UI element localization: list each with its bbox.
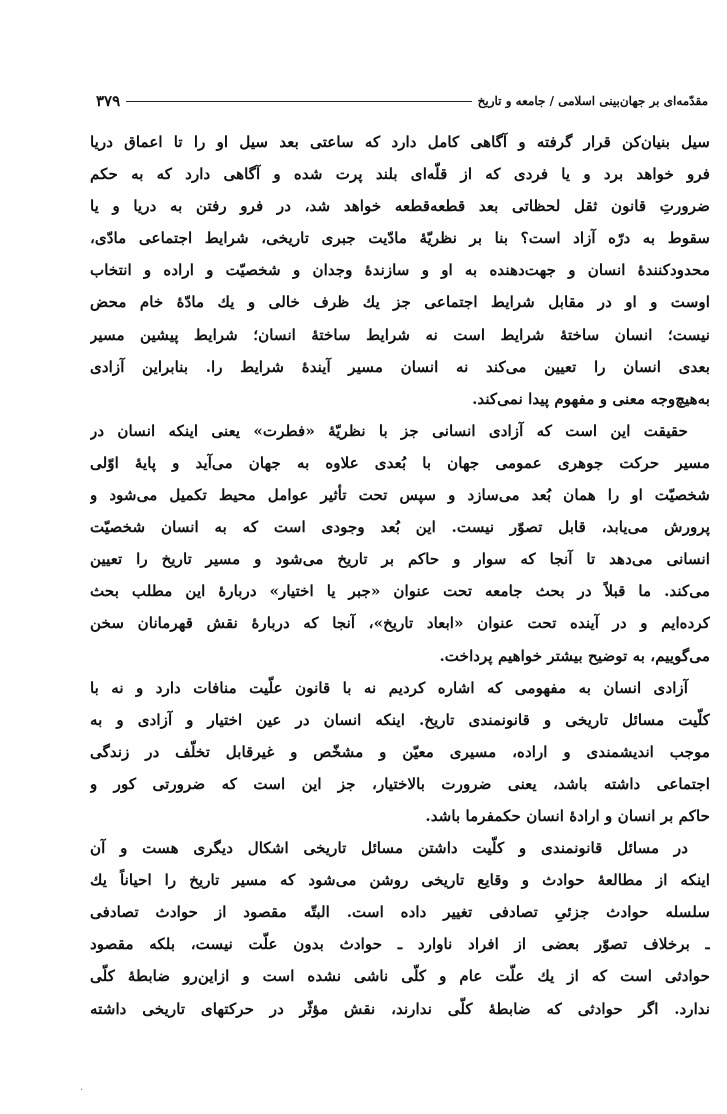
text-line: پرورش می‌یابد، قابل تصوّر نیست. این بُعد وجودی است که به انسان شخصیّت: [90, 518, 710, 537]
paragraph-4: [90, 832, 710, 1025]
text-line: آزادی انسان به مفهومی که اشاره کردیم نه با قانون علّیت منافات دارد و نه با: [90, 678, 688, 697]
text-line: حقیقت این است که آزادی انسانی جز با نظریّهٔ «فطرت» یعنی اینکه انسان در: [90, 421, 688, 440]
text-line: اجتماعی داشته باشد، یعنی ضرورت بالاختیار، جز این است که ضرورتی کور و: [90, 774, 710, 793]
text-line: سقوط به درّه آزاد است؟ بنا بر نظریّهٔ مادّیت جبری تاریخی، شرایط اجتماعی مادّی،: [90, 229, 710, 248]
scan-dot: ·: [80, 1085, 84, 1096]
text-line: موجب اندیشمندی و اراده، مسیری معیّن و مشخّص و غیرقابل تخلّف در زندگی: [90, 742, 710, 761]
text-line: سیل بنیان‌کن قرار گرفته و آگاهی کامل دارد که ساعتی بعد سیل او را تا اعماق دریا: [90, 133, 710, 151]
text-line: نیست؛ انسان ساختهٔ شرایط است نه شرایط ساختهٔ انسان؛ شرایط پیشین مسیر: [90, 325, 710, 344]
text-line: کرده‌ایم و در آینده تحت عنوان «ابعاد تاریخ»، آنجا که دربارهٔ نقش قهرمانان سخن: [90, 614, 710, 633]
running-title: مقدّمه‌ای بر جهان‌بینی اسلامی / جامعه و تاریخ: [477, 94, 708, 108]
paragraph-2: [90, 415, 710, 672]
text-line: ندارد. اگر حوادثی که ضابطهٔ کلّی ندارند، نقش مؤثّر در حرکتهای تاریخی داشته: [90, 999, 710, 1018]
page-number: ۳۷۹: [96, 92, 121, 110]
text-line: انسانی می‌دهد تا آنجا که سوار و حاکم بر تاریخ می‌شود و مسیر تاریخ را تعیین: [90, 550, 710, 569]
text-line: حوادثی است که از یك علّت عام و کلّی ناشی نشده است و ازاین‌رو ضابطهٔ کلّی: [90, 967, 710, 986]
text-line: اینکه از مطالعهٔ حوادث و وقایع تاریخی روشن می‌شود که مسیر تاریخ را احیاناً یك: [90, 871, 710, 890]
text-line: می‌گوییم، به توضیح بیشتر خواهیم پرداخت.: [439, 646, 710, 665]
text-line: ـ برخلاف تصوّر بعضی از افراد ناوارد ـ حوادث بدون علّت نیست، بلکه مقصود: [90, 935, 710, 954]
running-header: [96, 80, 708, 110]
text-line: بعدی انسان را تعیین می‌کند نه انسان مسیر آیندهٔ شرایط را. بنابراین آزادی: [90, 357, 710, 376]
text-line: کلّیت مسائل تاریخی و قانونمندی تاریخ. اینکه انسان در عین اختیار و آزادی و به: [90, 710, 710, 729]
text-line: می‌کند. ما قبلاً در بحث جامعه تحت عنوان «جبر یا اختیار» دربارهٔ این مطلب بحث: [90, 582, 710, 601]
text-line: محدودکنندهٔ انسان و جهت‌دهنده به او و سازندهٔ وجدان و شخصیّت و اراده و انتخاب: [90, 261, 710, 280]
text-line: فرو خواهد برد و یا فردی که از قلّه‌ای بلند پرت شده و آگاهی دارد که به حکم: [90, 165, 710, 184]
text-line: اوست و او در مقابل شرایط اجتماعی جز یك ظرف خالی و یك مادّهٔ خام محض: [90, 293, 710, 312]
text-line: سلسله حوادث جزئیِ تصادفی تغییر داده است. البتّه مقصود از حوادث تصادفی: [90, 903, 710, 922]
text-line: حاکم بر انسان و ارادهٔ انسان حکمفرما باشد.: [425, 806, 710, 825]
paragraph-1: [90, 126, 710, 415]
text-line: به‌هیچ‌وجه معنی و مفهوم پیدا نمی‌کند.: [472, 389, 710, 408]
text-line: مسیر حرکت جوهری عمومی جهان با بُعدی علاوه به جهان می‌آید و پایهٔ اوّلی: [90, 453, 710, 472]
body-text: [90, 126, 710, 1025]
text-line: شخصیّت او را همان بُعد می‌سازد و سپس تحت تأثیر عوامل محیط تکمیل می‌شود و: [90, 486, 710, 505]
text-line: ضرورتِ قانون ثقل لحظاتی بعد قطعه‌قطعه خواهد شد، در فرو رفتن به دریا و یا: [90, 197, 710, 216]
text-line: در مسائل قانونمندی و کلّیت داشتن مسائل تاریخی اشکال دیگری هست و آن: [90, 839, 688, 858]
header-rule: [126, 101, 471, 102]
paragraph-3: [90, 672, 710, 832]
